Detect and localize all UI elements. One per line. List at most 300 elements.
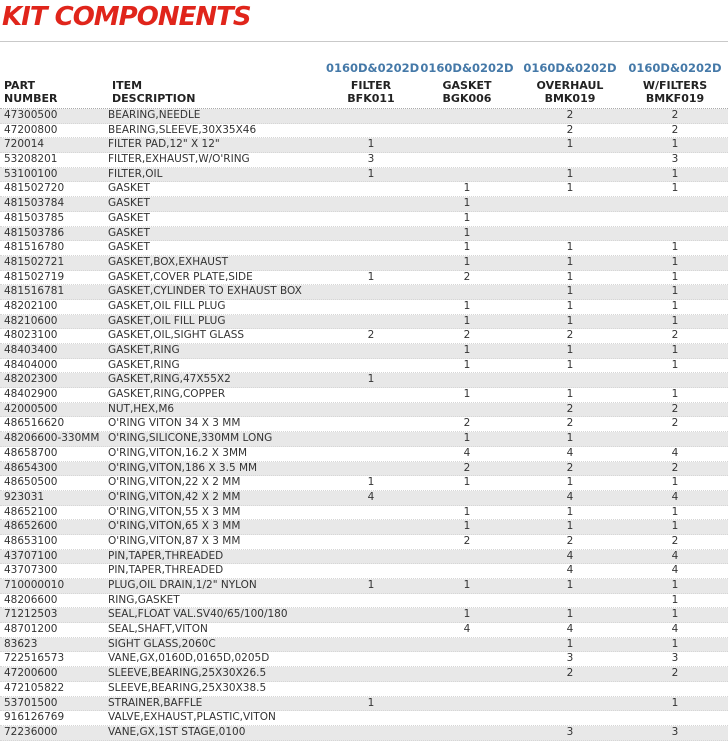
overhaul-qty-cell: 1 (566, 167, 574, 180)
part-number-cell: 53701500 (4, 696, 58, 709)
table-row (0, 432, 728, 447)
filter-qty-cell (326, 726, 416, 740)
wfilters-qty-cell: 2 (671, 667, 679, 680)
overhaul-qty-cell: 1 (566, 579, 574, 591)
table-row (0, 403, 728, 418)
filter-qty-cell (326, 608, 416, 622)
part-number-cell: 72236000 (4, 725, 58, 738)
table-row (0, 182, 728, 197)
kit-type-label: FILTER (350, 79, 392, 92)
part-number-cell: 481516780 (4, 241, 65, 254)
item-description-cell: O'RING,VITON,87 X 3 MM (108, 534, 241, 547)
wfilters-qty-cell: 2 (671, 534, 679, 547)
gasket-qty-cell: 1 (463, 255, 471, 268)
overhaul-qty-cell: 4 (566, 564, 574, 577)
page-title: KIT COMPONENTS (2, 2, 251, 32)
filter-qty-cell: 1 (367, 579, 375, 591)
gasket-qty-cell: 1 (463, 432, 471, 445)
gasket-qty-cell: 1 (463, 197, 471, 210)
table-row (0, 476, 728, 491)
overhaul-qty-cell: 4 (566, 446, 574, 459)
gasket-qty-cell: 1 (463, 520, 471, 533)
item-description-cell: FILTER PAD,12" X 12" (108, 138, 220, 151)
gasket-qty-cell (416, 109, 518, 123)
table-body (0, 109, 728, 741)
gasket-qty-cell: 1 (463, 579, 471, 591)
wfilters-qty-cell: 1 (671, 344, 679, 356)
overhaul-qty-cell: 3 (566, 725, 574, 738)
item-description-cell: GASKET,CYLINDER TO EXHAUST BOX (108, 285, 302, 298)
part-number-cell: 47200600 (4, 667, 58, 680)
item-description-cell: O'RING,VITON,65 X 3 MM (108, 520, 241, 533)
overhaul-qty-cell: 4 (566, 490, 574, 503)
gasket-qty-cell: 2 (463, 329, 471, 342)
wfilters-qty-cell: 1 (671, 270, 679, 283)
gasket-qty-cell (416, 726, 518, 740)
overhaul-qty-cell: 3 (566, 652, 574, 665)
part-number-cell: 43707100 (4, 549, 58, 562)
kit-code-label: BGK006 (442, 92, 492, 105)
overhaul-qty-cell: 1 (566, 637, 574, 650)
filter-qty-cell (326, 623, 416, 637)
table-row (0, 359, 728, 374)
part-number-cell: 481502720 (4, 182, 65, 195)
table-row (0, 550, 728, 565)
item-description-cell: GASKET (108, 211, 150, 224)
part-number-cell: 48404000 (4, 358, 58, 371)
wfilters-qty-cell: 2 (671, 329, 679, 342)
kit-model-label: 0160D&0202D (523, 61, 617, 75)
gasket-qty-cell (416, 168, 518, 182)
item-description-cell: O'RING,VITON,16.2 X 3MM (108, 446, 248, 459)
col-header-kit-overhaul (518, 62, 622, 105)
table-row (0, 608, 728, 623)
table-row (0, 138, 728, 153)
table-row (0, 300, 728, 315)
part-number-cell: 720014 (4, 138, 45, 151)
overhaul-qty-cell: 2 (566, 667, 574, 680)
wfilters-qty-cell: 1 (671, 255, 679, 268)
gasket-qty-cell (416, 697, 518, 711)
overhaul-qty-cell: 1 (566, 314, 574, 327)
table-row (0, 623, 728, 638)
wfilters-qty-cell (622, 682, 728, 696)
overhaul-qty-cell: 1 (566, 138, 574, 151)
wfilters-qty-cell: 1 (671, 358, 679, 371)
filter-qty-cell (326, 564, 416, 578)
wfilters-qty-cell: 1 (671, 388, 679, 401)
wfilters-qty-cell: 4 (671, 490, 679, 503)
filter-qty-cell (326, 212, 416, 226)
wfilters-qty-cell: 1 (671, 182, 679, 195)
filter-qty-cell: 1 (367, 167, 375, 180)
wfilters-qty-cell (622, 373, 728, 387)
wfilters-qty-cell (622, 197, 728, 211)
table-row (0, 344, 728, 359)
filter-qty-cell (326, 667, 416, 681)
overhaul-qty-cell (518, 212, 622, 226)
part-number-cell: 47300500 (4, 109, 58, 121)
overhaul-qty-cell: 2 (566, 534, 574, 547)
gasket-qty-cell: 2 (463, 461, 471, 474)
gasket-qty-cell (416, 682, 518, 696)
wfilters-qty-cell: 1 (671, 608, 679, 621)
part-number-cell: 48654300 (4, 461, 58, 474)
overhaul-qty-cell: 1 (566, 344, 574, 356)
part-number-cell: 47200800 (4, 123, 58, 136)
filter-qty-cell (326, 535, 416, 549)
filter-qty-cell (326, 520, 416, 534)
part-number-cell: 710000010 (4, 579, 65, 591)
part-number-cell: 71212503 (4, 608, 58, 621)
table-row (0, 315, 728, 330)
gasket-qty-cell (416, 373, 518, 387)
filter-qty-cell (326, 417, 416, 431)
item-description-cell: O'RING,VITON,186 X 3.5 MM (108, 461, 258, 474)
filter-qty-cell (326, 711, 416, 725)
table-row (0, 227, 728, 242)
gasket-qty-cell: 1 (463, 476, 471, 489)
gasket-qty-cell (416, 491, 518, 505)
filter-qty-cell (326, 638, 416, 652)
overhaul-qty-cell (518, 373, 622, 387)
wfilters-qty-cell: 1 (671, 285, 679, 298)
filter-qty-cell (326, 197, 416, 211)
filter-qty-cell: 1 (367, 476, 375, 489)
gasket-qty-cell (416, 652, 518, 666)
gasket-qty-cell (416, 667, 518, 681)
item-description-cell: GASKET,OIL FILL PLUG (108, 299, 226, 312)
table-row (0, 579, 728, 594)
gasket-qty-cell (416, 638, 518, 652)
filter-qty-cell: 1 (367, 696, 375, 709)
part-number-cell: 923031 (4, 490, 45, 503)
overhaul-qty-cell: 1 (566, 358, 574, 371)
part-number-cell: 481503785 (4, 211, 65, 224)
filter-qty-cell: 4 (367, 490, 375, 503)
wfilters-qty-cell (622, 227, 728, 241)
kit-code-label: BMK019 (544, 92, 596, 105)
table-row (0, 506, 728, 521)
gasket-qty-cell: 2 (463, 534, 471, 547)
part-number-cell: 48202300 (4, 373, 58, 386)
part-number-cell: 48210600 (4, 314, 58, 327)
part-number-cell: 472105822 (4, 681, 65, 694)
table-row (0, 271, 728, 286)
item-description-cell: SIGHT GLASS,2060C (108, 637, 216, 650)
gasket-qty-cell (416, 711, 518, 725)
overhaul-qty-cell (518, 197, 622, 211)
table-row (0, 726, 728, 741)
table-row (0, 638, 728, 653)
overhaul-qty-cell: 2 (566, 123, 574, 136)
part-number-cell: 48701200 (4, 623, 58, 636)
overhaul-qty-cell: 1 (566, 285, 574, 298)
part-number-cell: 48206600 (4, 593, 58, 606)
kit-model-label: 0160D&0202D (628, 61, 722, 75)
table-row (0, 212, 728, 227)
overhaul-qty-cell: 2 (566, 402, 574, 415)
wfilters-qty-cell (622, 212, 728, 226)
gasket-qty-cell: 1 (463, 608, 471, 621)
part-number-cell: 43707300 (4, 564, 58, 577)
wfilters-qty-cell (622, 711, 728, 725)
part-number-cell: 481516781 (4, 285, 65, 298)
part-number-cell: 53208201 (4, 153, 58, 166)
part-number-cell: 48023100 (4, 329, 58, 342)
table-row (0, 373, 728, 388)
part-number-cell: 53100100 (4, 167, 58, 180)
wfilters-qty-cell: 4 (671, 549, 679, 562)
col-header-item-description (108, 79, 326, 105)
gasket-qty-cell (416, 594, 518, 608)
part-number-cell: 48403400 (4, 344, 58, 356)
filter-qty-cell (326, 182, 416, 196)
gasket-qty-cell: 2 (463, 417, 471, 430)
gasket-qty-cell (416, 564, 518, 578)
table-row (0, 594, 728, 609)
wfilters-qty-cell: 2 (671, 461, 679, 474)
item-description-cell: GASKET,RING,47X55X2 (108, 373, 231, 386)
gasket-qty-cell: 1 (463, 388, 471, 401)
table-row (0, 682, 728, 697)
wfilters-qty-cell: 1 (671, 593, 679, 606)
gasket-qty-cell: 1 (463, 505, 471, 518)
kit-model-label: 0160D&0202D (420, 61, 514, 75)
table-row (0, 109, 728, 124)
gasket-qty-cell: 1 (463, 226, 471, 239)
filter-qty-cell: 1 (367, 373, 375, 386)
item-header-line1: ITEM (112, 79, 143, 92)
wfilters-qty-cell: 1 (671, 138, 679, 151)
gasket-qty-cell (416, 550, 518, 564)
gasket-qty-cell (416, 285, 518, 299)
part-number-cell: 481503784 (4, 197, 65, 210)
wfilters-qty-cell: 1 (671, 696, 679, 709)
part-number-cell: 48202100 (4, 299, 58, 312)
filter-qty-cell (326, 388, 416, 402)
wfilters-qty-cell: 3 (671, 652, 679, 665)
kit-code-label: BFK011 (347, 92, 395, 105)
wfilters-qty-cell: 1 (671, 505, 679, 518)
item-description-cell: SEAL,FLOAT VAL.SV40/65/100/180 (108, 608, 288, 621)
gasket-qty-cell: 1 (463, 314, 471, 327)
filter-qty-cell (326, 344, 416, 358)
filter-qty-cell (326, 506, 416, 520)
table-row (0, 447, 728, 462)
gasket-qty-cell: 1 (463, 299, 471, 312)
filter-qty-cell (326, 256, 416, 270)
table-header-row (0, 42, 728, 109)
filter-qty-cell (326, 403, 416, 417)
part-number-cell: 48652600 (4, 520, 58, 533)
item-description-cell: O'RING,VITON,42 X 2 MM (108, 490, 241, 503)
overhaul-qty-cell: 1 (566, 388, 574, 401)
item-description-cell: O'RING,SILICONE,330MM LONG (108, 432, 273, 445)
table-row (0, 168, 728, 183)
item-description-cell: FILTER,OIL (108, 167, 163, 180)
gasket-qty-cell: 1 (463, 344, 471, 356)
filter-qty-cell (326, 432, 416, 446)
gasket-qty-cell: 1 (463, 358, 471, 371)
table-row (0, 520, 728, 535)
item-description-cell: O'RING VITON 34 X 3 MM (108, 417, 241, 430)
wfilters-qty-cell (622, 432, 728, 446)
gasket-qty-cell: 1 (463, 182, 471, 195)
table-row (0, 241, 728, 256)
gasket-qty-cell (416, 124, 518, 138)
kit-type-label: OVERHAUL (536, 79, 604, 92)
item-description-cell: GASKET,RING (108, 344, 180, 356)
filter-qty-cell (326, 300, 416, 314)
item-description-cell: STRAINER,BAFFLE (108, 696, 203, 709)
filter-qty-cell (326, 652, 416, 666)
wfilters-qty-cell: 1 (671, 476, 679, 489)
item-description-cell: GASKET (108, 241, 150, 254)
item-description-cell: GASKET (108, 197, 150, 210)
table-row (0, 462, 728, 477)
overhaul-qty-cell: 4 (566, 549, 574, 562)
gasket-qty-cell: 1 (463, 211, 471, 224)
table-row (0, 153, 728, 168)
item-description-cell: VANE,GX,0160D,0165D,0205D (108, 652, 270, 665)
overhaul-qty-cell: 4 (566, 623, 574, 636)
part-number-cell: 48650500 (4, 476, 58, 489)
item-description-cell: GASKET,OIL FILL PLUG (108, 314, 226, 327)
wfilters-qty-cell: 1 (671, 637, 679, 650)
overhaul-qty-cell (518, 227, 622, 241)
wfilters-qty-cell: 1 (671, 520, 679, 533)
overhaul-qty-cell: 1 (566, 255, 574, 268)
item-description-cell: GASKET,RING (108, 358, 180, 371)
table-row (0, 124, 728, 139)
table-row (0, 535, 728, 550)
part-number-cell: 481502721 (4, 255, 65, 268)
part-number-cell: 48658700 (4, 446, 58, 459)
item-description-cell: SLEEVE,BEARING,25X30X38.5 (108, 681, 267, 694)
part-number-cell: 722516573 (4, 652, 65, 665)
overhaul-qty-cell: 1 (566, 520, 574, 533)
item-description-cell: O'RING,VITON,22 X 2 MM (108, 476, 241, 489)
part-number-cell: 48206600-330MM (4, 432, 100, 445)
table-row (0, 667, 728, 682)
item-description-cell: GASKET (108, 226, 150, 239)
item-description-cell: PLUG,OIL DRAIN,1/2" NYLON (108, 579, 257, 591)
overhaul-qty-cell (518, 682, 622, 696)
filter-qty-cell (326, 109, 416, 123)
filter-qty-cell (326, 359, 416, 373)
filter-qty-cell: 1 (367, 138, 375, 151)
wfilters-qty-cell: 1 (671, 241, 679, 254)
table-row (0, 697, 728, 712)
gasket-qty-cell (416, 403, 518, 417)
gasket-qty-cell: 2 (463, 270, 471, 283)
wfilters-qty-cell: 2 (671, 123, 679, 136)
table-row (0, 491, 728, 506)
filter-qty-cell (326, 285, 416, 299)
filter-qty-cell: 3 (367, 153, 375, 166)
overhaul-qty-cell (518, 697, 622, 711)
kit-type-label: GASKET (442, 79, 492, 92)
item-description-cell: GASKET,BOX,EXHAUST (108, 255, 229, 268)
item-description-cell: GASKET,OIL,SIGHT GLASS (108, 329, 245, 342)
overhaul-qty-cell (518, 594, 622, 608)
overhaul-qty-cell (518, 711, 622, 725)
wfilters-qty-cell: 2 (671, 109, 679, 121)
table-row (0, 711, 728, 726)
kit-model-label: 0160D&0202D (326, 61, 420, 75)
col-header-part-number (0, 79, 108, 105)
overhaul-qty-cell: 1 (566, 299, 574, 312)
part-number-cell: 481503786 (4, 226, 65, 239)
overhaul-qty-cell: 1 (566, 182, 574, 195)
kit-code-label: BMKF019 (645, 92, 705, 105)
col-header-kit-filter (326, 61, 420, 105)
wfilters-qty-cell: 1 (671, 299, 679, 312)
col-header-kit-gasket (416, 62, 518, 105)
item-description-cell: PIN,TAPER,THREADED (108, 549, 224, 562)
item-description-cell: GASKET,RING,COPPER (108, 388, 226, 401)
filter-qty-cell: 2 (367, 329, 375, 342)
wfilters-qty-cell: 4 (671, 623, 679, 636)
table-row (0, 256, 728, 271)
table-row (0, 564, 728, 579)
table-row (0, 388, 728, 403)
table-row (0, 329, 728, 344)
item-description-cell: O'RING,VITON,55 X 3 MM (108, 505, 241, 518)
col-header-kit-wfilters (622, 62, 728, 105)
wfilters-qty-cell: 3 (671, 153, 679, 166)
item-description-cell: SEAL,SHAFT,VITON (108, 623, 208, 636)
gasket-qty-cell (416, 153, 518, 167)
wfilters-qty-cell: 3 (671, 725, 679, 738)
gasket-qty-cell (416, 138, 518, 152)
wfilters-qty-cell: 2 (671, 417, 679, 430)
filter-qty-cell (326, 241, 416, 255)
part-header-line1: PART (4, 79, 36, 92)
item-header-line2: DESCRIPTION (112, 92, 196, 105)
filter-qty-cell (326, 462, 416, 476)
part-number-cell: 48402900 (4, 388, 58, 401)
item-description-cell: GASKET (108, 182, 150, 195)
part-number-cell: 916126769 (4, 711, 65, 724)
gasket-qty-cell: 1 (463, 241, 471, 254)
overhaul-qty-cell: 1 (566, 270, 574, 283)
wfilters-qty-cell: 4 (671, 446, 679, 459)
table-row (0, 652, 728, 667)
filter-qty-cell (326, 682, 416, 696)
overhaul-qty-cell: 2 (566, 109, 574, 121)
item-description-cell: NUT,HEX,M6 (108, 402, 175, 415)
overhaul-qty-cell: 1 (566, 241, 574, 254)
wfilters-qty-cell: 1 (671, 167, 679, 180)
part-number-cell: 48653100 (4, 534, 58, 547)
gasket-qty-cell: 4 (463, 623, 471, 636)
table-row (0, 197, 728, 212)
part-number-cell: 83623 (4, 637, 38, 650)
kit-type-label: W/FILTERS (642, 79, 708, 92)
overhaul-qty-cell: 2 (566, 417, 574, 430)
table-row (0, 285, 728, 300)
part-number-cell: 48652100 (4, 505, 58, 518)
item-description-cell: GASKET,COVER PLATE,SIDE (108, 270, 253, 283)
wfilters-qty-cell: 4 (671, 564, 679, 577)
filter-qty-cell (326, 315, 416, 329)
overhaul-qty-cell (518, 153, 622, 167)
item-description-cell: BEARING,NEEDLE (108, 109, 201, 121)
filter-qty-cell (326, 227, 416, 241)
wfilters-qty-cell: 1 (671, 314, 679, 327)
